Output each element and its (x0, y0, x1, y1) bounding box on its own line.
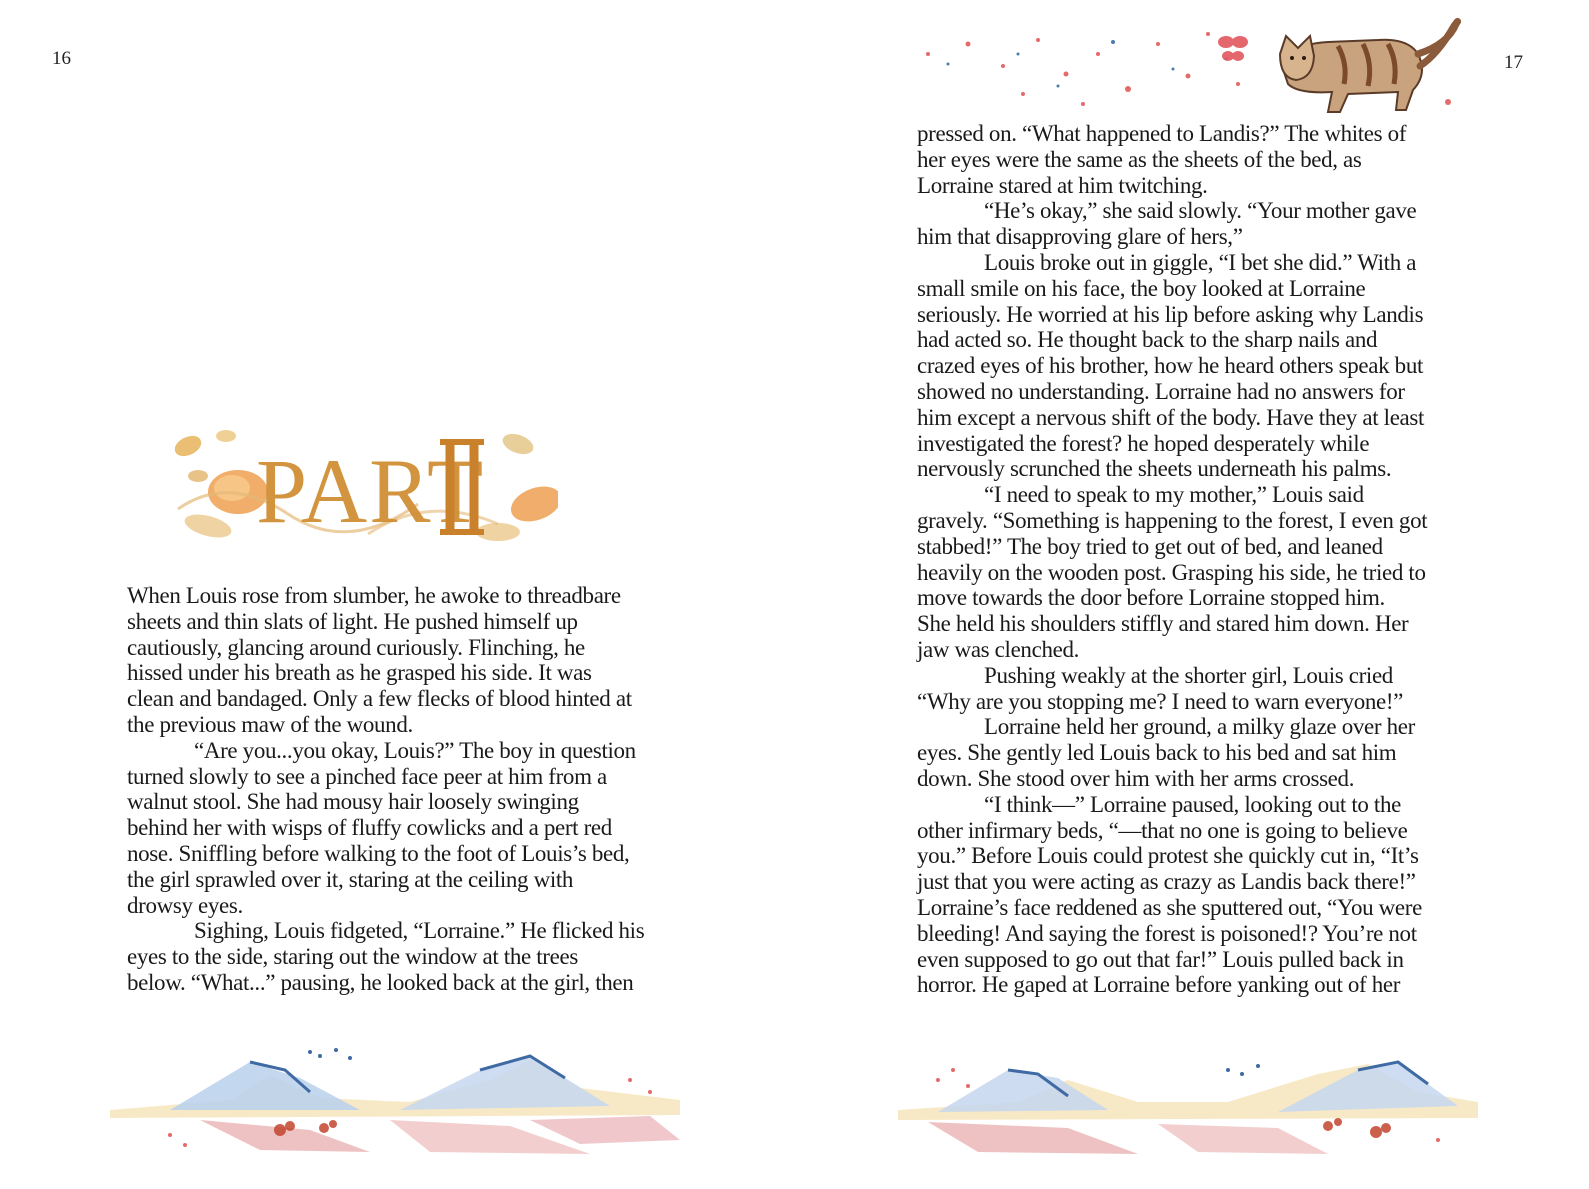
right-body-line: horror. He gaped at Lorraine before yanking out of her (917, 972, 1401, 998)
left-body-line: When Louis rose from slumber, he awoke to threadbare (127, 583, 621, 608)
footer-mountains-art-left (110, 1040, 680, 1160)
right-body-line: her eyes were the same as the sheets of the bed, as (917, 146, 1362, 172)
right-body-line: bleeding! And saying the forest is poisoned!? You’re not (917, 920, 1417, 946)
left-body-line: the girl sprawled over it, staring at the ceiling with (127, 866, 574, 892)
right-body-line: “I think—” Lorraine paused, looking out to the (984, 791, 1401, 817)
left-body-line: behind her with wisps of fluffy cowlicks and a pert red (127, 815, 612, 841)
right-body-line: Lorraine’s face reddened as she sputtered out, “You were (917, 894, 1422, 920)
page-number-left: 16 (52, 48, 71, 69)
right-body-line: seriously. He worried at his lip before asking why Landis (917, 301, 1424, 327)
right-body-line: crazed eyes of his brother, how he heard others speak but (917, 353, 1424, 379)
right-body-line: just that you were acting as crazy as Landis back there!” (917, 869, 1416, 895)
left-body-line: clean and bandaged. Only a few flecks of blood hinted at (127, 686, 632, 712)
right-body-line: stabbed!” The boy tried to get out of bed, and leaned (917, 533, 1383, 559)
right-body-line: “Why are you stopping me? I need to warn everyone!” (917, 688, 1404, 714)
footer-mountains-art-right (898, 1040, 1478, 1160)
right-body-line: jaw was clenched. (917, 636, 1080, 662)
left-body-line: below. “What...” pausing, he looked back at the girl, then (127, 969, 634, 995)
right-body-line: “He’s okay,” she said slowly. “Your mother gave (984, 198, 1417, 224)
part-title-art (168, 414, 558, 559)
left-body-line: drowsy eyes. (127, 892, 243, 918)
left-body-line: cautiously, glancing around curiously. Flinching, he (127, 634, 585, 660)
left-body-line: Sighing, Louis fidgeted, “Lorraine.” He flicked his (194, 918, 645, 944)
right-body-line: him except a nervous shift of the body. Have they at least (917, 404, 1425, 430)
right-body-line: move towards the door before Lorraine stopped him. (917, 585, 1385, 611)
right-body-line: nervously scrunched the sheets underneath his palms. (917, 456, 1392, 482)
right-body-text (917, 121, 1427, 998)
right-body-line: had acted so. He thought back to the sharp nails and (917, 327, 1378, 353)
header-cat-art (908, 14, 1468, 119)
right-body-line: Lorraine stared at him twitching. (917, 172, 1208, 198)
right-body-line: showed no understanding. Lorraine had no answers for (917, 378, 1405, 404)
right-body-line: pressed on. “What happened to Landis?” The whites of (917, 121, 1407, 146)
left-body-text (127, 583, 644, 996)
right-body-line: She held his shoulders stiffly and stared him down. Her (917, 611, 1409, 637)
left-body-line: the previous maw of the wound. (127, 711, 413, 737)
right-body-line: Lorraine held her ground, a milky glaze over her (984, 714, 1415, 740)
svg-text:PART: PART (256, 440, 486, 542)
left-body-line: sheets and thin slats of light. He pushed himself up (127, 608, 578, 634)
right-body-line: even supposed to go out that far!” Louis pulled back in (917, 946, 1404, 972)
right-body-line: heavily on the wooden post. Grasping his side, he tried to (917, 559, 1426, 585)
right-body-line: small smile on his face, the boy looked at Lorraine (917, 275, 1366, 301)
right-body-line: “I need to speak to my mother,” Louis said (984, 482, 1364, 508)
right-body-line: you.” Before Louis could protest she quickly cut in, “It’s (917, 843, 1419, 869)
left-page (0, 0, 790, 1189)
right-body-line: him that disapproving glare of hers,” (917, 224, 1243, 250)
right-body-line: other infirmary beds, “—that no one is going to believe (917, 817, 1408, 843)
right-page (800, 0, 1589, 1189)
right-body-line: gravely. “Something is happening to the forest, I even got (917, 507, 1428, 533)
right-body-line: Louis broke out in giggle, “I bet she did.” With a (984, 249, 1417, 275)
left-body-line: eyes to the side, staring out the window at the trees (127, 944, 578, 970)
left-body-line: walnut stool. She had mousy hair loosely swinging (127, 789, 579, 815)
page-number-right: 17 (1504, 52, 1523, 73)
right-body-line: down. She stood over him with her arms crossed. (917, 765, 1355, 791)
left-body-line: turned slowly to see a pinched face peer at him from a (127, 763, 607, 789)
right-body-line: eyes. She gently led Louis back to his bed and sat him (917, 740, 1397, 766)
left-body-line: “Are you...you okay, Louis?” The boy in question (194, 737, 636, 763)
left-body-line: nose. Sniffling before walking to the foot of Louis’s bed, (127, 840, 630, 866)
right-body-line: Pushing weakly at the shorter girl, Louis cried (984, 662, 1393, 688)
left-body-line: hissed under his breath as he grasped his side. It was (127, 660, 592, 686)
right-body-line: investigated the forest? he hoped desperately while (917, 430, 1370, 456)
